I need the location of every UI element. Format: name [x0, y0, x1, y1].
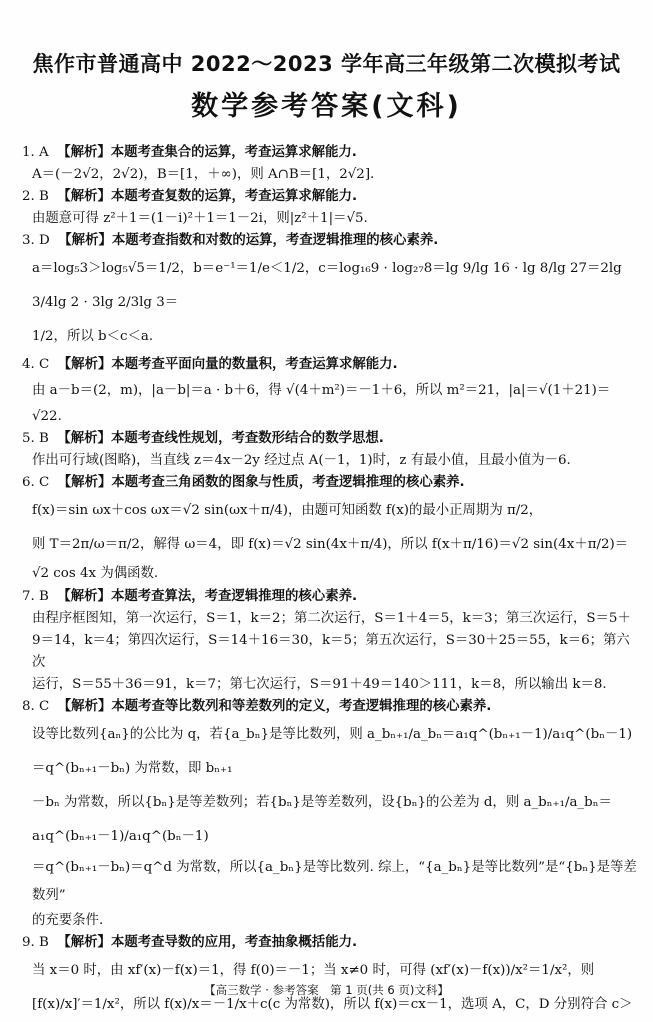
answer-number: 6. C — [22, 475, 50, 490]
answer-key-subtitle: 数学参考答案(文科) — [191, 91, 462, 122]
analysis-line: 设等比数列{aₙ}的公比为 q，若{a_bₙ}是等比数列，则 a_bₙ₊₁/a_bₙ＝a₁q^(bₙ₊₁－1)/a₁q^(bₙ－1)＝q^(bₙ₊₁－bₙ) 为常数，即 bₙ₊₁ — [32, 727, 633, 776]
page-footer: 【高三数学 · 参考答案 第 1 页(共 6 页)文科】 — [204, 983, 449, 997]
answer-item-4 — [22, 354, 640, 428]
analysis-line: 作出可行域(图略)，当直线 z＝4x－2y 经过点 A(－1，1)时，z 有最小值，且最小值为－6. — [32, 453, 571, 468]
analysis-line: [f(x)/x]′＝1/x²，所以 f(x)/x＝－1/x＋c(c 为常数)，所以 f(x)＝cx－1，选项 A，C，D 分别符合 c＞ — [32, 997, 633, 1012]
answer-item-9 — [22, 932, 640, 1022]
answer-number: 1. A — [22, 145, 49, 160]
answer-number: 7. B — [22, 589, 49, 604]
analysis-heading: 【解析】本题考查三角函数的图象与性质，考查逻辑推理的核心素养. — [57, 475, 465, 490]
analysis-line: 由题意可得 z²＋1＝(1－i)²＋1＝1－2i，则|z²＋1|＝√5. — [32, 211, 368, 226]
answer-number: 9. B — [22, 935, 49, 950]
answer-item-2 — [22, 186, 640, 230]
analysis-heading: 【解析】本题考查平面向量的数量积，考查运算求解能力. — [57, 357, 398, 372]
answer-number: 8. C — [22, 699, 50, 714]
answer-item-8 — [22, 696, 640, 932]
analysis-line: 则 T＝2π/ω＝π/2，解得 ω＝4，即 f(x)＝√2 sin(4x＋π/4)，所以 f(x＋π/16)＝√2 sin(4x＋π/2)＝ — [32, 537, 629, 552]
analysis-line: 由程序框图知，第一次运行，S＝1，k＝2；第二次运行，S＝1＋4＝5，k＝3；第三次运行，S＝5＋ — [32, 611, 631, 626]
analysis-heading: 【解析】本题考查复数的运算，考查运算求解能力. — [57, 189, 358, 204]
analysis-line: 9＝14，k＝4；第四次运行，S＝14＋16＝30，k＝5；第五次运行，S＝30＋25＝55，k＝6；第六次 — [32, 633, 630, 670]
analysis-heading: 【解析】本题考查算法，考查逻辑推理的核心素养. — [57, 589, 358, 604]
answer-item-6 — [22, 472, 640, 586]
answer-item-3 — [22, 230, 640, 354]
analysis-line: √2 cos 4x 为偶函数. — [32, 566, 159, 581]
analysis-line: 运行，S＝55＋36＝91，k＝7；第七次运行，S＝91＋49＝140＞111，k＝8，所以输出 k＝8. — [32, 677, 607, 692]
analysis-line: 的充要条件. — [32, 913, 104, 928]
answer-item-7 — [22, 586, 640, 696]
answer-item-1 — [22, 142, 640, 186]
analysis-heading: 【解析】本题考查线性规划，考查数形结合的数学思想. — [57, 431, 384, 446]
answer-number: 5. B — [22, 431, 49, 446]
analysis-line: a＝log₅3＞log₅√5＝1/2，b＝e⁻¹＝1/e＜1/2，c＝log₁₆9 · log₂₇8＝lg 9/lg 16 · lg 8/lg 27＝2lg 3/4lg 2 · 3lg 2/3lg 3＝ — [32, 261, 622, 310]
answer-item-5 — [22, 428, 640, 472]
analysis-line: 当 x＝0 时，由 xf′(x)－f(x)＝1，得 f(0)＝－1；当 x≠0 时，可得 (xf′(x)－f(x))/x²＝1/x²，则 — [32, 963, 595, 978]
analysis-heading: 【解析】本题考查指数和对数的运算，考查逻辑推理的核心素养. — [58, 233, 439, 248]
analysis-line: ＝q^(bₙ₊₁－bₙ)＝q^d 为常数，所以{a_bₙ}是等比数列. 综上，“{a_bₙ}是等比数列”是“{bₙ}是等差数列” — [32, 860, 637, 903]
exam-title: 焦作市普通高中 2022～2023 学年高三年级第二次模拟考试 — [32, 52, 621, 76]
analysis-heading: 【解析】本题考查等比数列和等差数列的定义，考查逻辑推理的核心素养. — [57, 699, 492, 714]
analysis-line: A＝(－2√2，2√2)，B＝[1，＋∞)，则 A∩B＝[1，2√2]. — [32, 167, 375, 182]
analysis-heading: 【解析】本题考查集合的运算，考查运算求解能力. — [57, 145, 357, 160]
analysis-line: 由 a－b＝(2，m)，|a－b|＝a · b＋6，得 √(4＋m²)＝－1＋6，所以 m²＝21，|a|＝√(1＋21)＝ — [32, 383, 611, 398]
answer-number: 3. D — [22, 233, 50, 248]
analysis-line: －bₙ 为常数，所以{bₙ}是等差数列；若{bₙ}是等差数列，设{bₙ}的公差为 d，则 a_bₙ₊₁/a_bₙ＝a₁q^(bₙ₊₁－1)/a₁q^(bₙ－1) — [32, 795, 612, 844]
analysis-heading: 【解析】本题考查导数的应用，考查抽象概括能力. — [57, 935, 358, 950]
answer-number: 4. C — [22, 357, 50, 372]
answer-number: 2. B — [22, 189, 49, 204]
analysis-line: 1/2，所以 b＜c＜a. — [32, 329, 154, 344]
answer-content — [22, 142, 640, 1022]
analysis-line: f(x)＝sin ωx＋cos ωx＝√2 sin(ωx＋π/4)，由题可知函数 f(x)的最小正周期为 π/2， — [32, 503, 543, 518]
analysis-line: √22. — [32, 409, 62, 424]
